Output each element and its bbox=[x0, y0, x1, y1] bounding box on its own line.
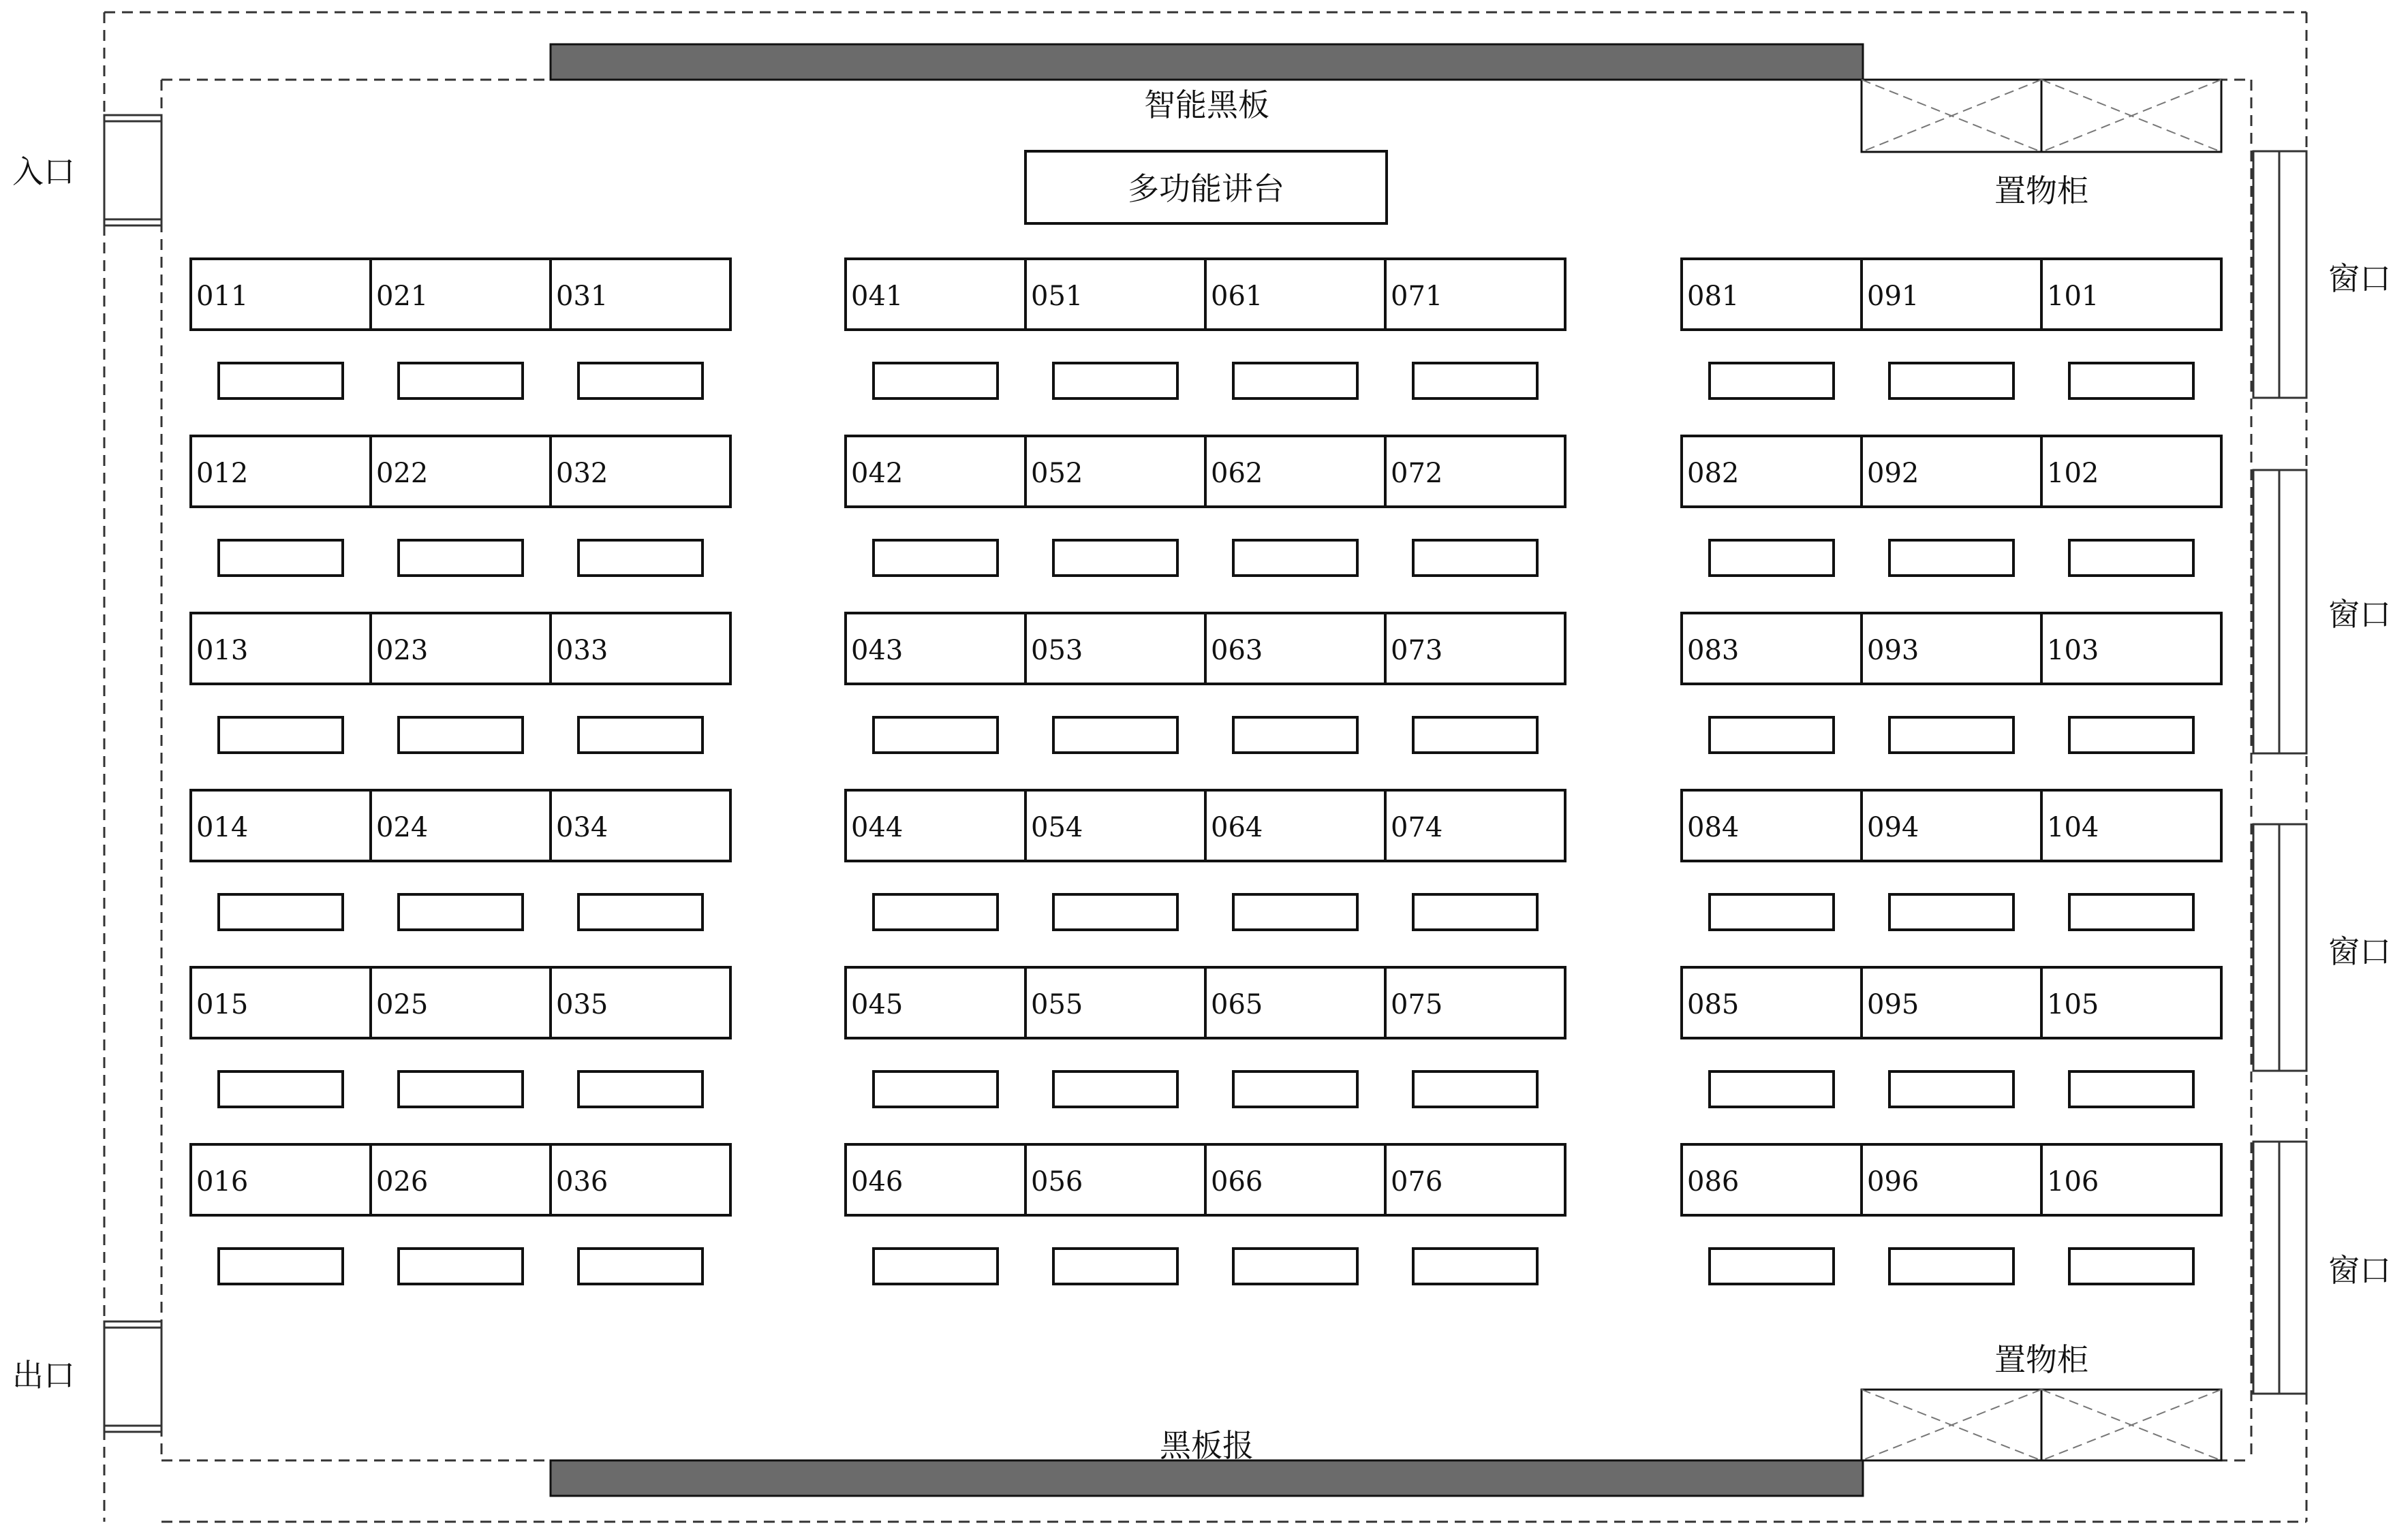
cabinet-bottom bbox=[1862, 1390, 2221, 1460]
seat-number-052: 052 bbox=[1031, 458, 1083, 489]
entrance-label: 入口 bbox=[12, 153, 75, 190]
chair-096 bbox=[1889, 1249, 2013, 1284]
window-label-2: 窗口 bbox=[2328, 596, 2391, 633]
seat-number-073: 073 bbox=[1391, 635, 1443, 666]
desk-group-middle bbox=[846, 259, 1565, 1284]
seat-number-032: 032 bbox=[556, 458, 608, 489]
seat-number-083: 083 bbox=[1687, 635, 1740, 666]
chair-033 bbox=[578, 717, 703, 753]
chair-075 bbox=[1413, 1071, 1537, 1107]
seat-number-025: 025 bbox=[376, 989, 429, 1020]
seat-number-066: 066 bbox=[1211, 1166, 1263, 1198]
seat-number-094: 094 bbox=[1867, 812, 1919, 843]
chair-081 bbox=[1710, 363, 1834, 398]
seat-number-081: 081 bbox=[1687, 281, 1740, 312]
chair-056 bbox=[1053, 1249, 1177, 1284]
chair-061 bbox=[1233, 363, 1357, 398]
seat-number-064: 064 bbox=[1211, 812, 1263, 843]
chair-092 bbox=[1889, 540, 2013, 576]
podium-label: 多功能讲台 bbox=[1128, 170, 1284, 207]
seat-number-061: 061 bbox=[1211, 281, 1263, 312]
seat-number-096: 096 bbox=[1867, 1166, 1919, 1198]
chair-082 bbox=[1710, 540, 1834, 576]
chair-074 bbox=[1413, 894, 1537, 930]
door-entrance bbox=[104, 115, 161, 225]
seat-number-071: 071 bbox=[1391, 281, 1443, 312]
seat-number-095: 095 bbox=[1867, 989, 1919, 1020]
chair-015 bbox=[219, 1071, 343, 1107]
chair-034 bbox=[578, 894, 703, 930]
chair-055 bbox=[1053, 1071, 1177, 1107]
chair-101 bbox=[2069, 363, 2193, 398]
chair-103 bbox=[2069, 717, 2193, 753]
chair-071 bbox=[1413, 363, 1537, 398]
seat-number-102: 102 bbox=[2047, 458, 2099, 489]
chair-025 bbox=[399, 1071, 523, 1107]
chair-012 bbox=[219, 540, 343, 576]
seat-number-044: 044 bbox=[851, 812, 904, 843]
bulletin-board bbox=[551, 1460, 1863, 1496]
chair-085 bbox=[1710, 1071, 1834, 1107]
chair-093 bbox=[1889, 717, 2013, 753]
seat-number-035: 035 bbox=[556, 989, 608, 1020]
seat-number-105: 105 bbox=[2047, 989, 2099, 1020]
chair-064 bbox=[1233, 894, 1357, 930]
seat-number-013: 013 bbox=[196, 635, 249, 666]
cabinet-bottom-label: 置物柜 bbox=[1994, 1341, 2088, 1378]
chair-084 bbox=[1710, 894, 1834, 930]
chair-095 bbox=[1889, 1071, 2013, 1107]
seat-number-106: 106 bbox=[2047, 1166, 2099, 1198]
chair-104 bbox=[2069, 894, 2193, 930]
chair-052 bbox=[1053, 540, 1177, 576]
seat-number-033: 033 bbox=[556, 635, 608, 666]
chair-024 bbox=[399, 894, 523, 930]
chair-065 bbox=[1233, 1071, 1357, 1107]
smart-board-label: 智能黑板 bbox=[1144, 87, 1269, 123]
seat-number-092: 092 bbox=[1867, 458, 1919, 489]
seat-number-062: 062 bbox=[1211, 458, 1263, 489]
seat-number-021: 021 bbox=[376, 281, 429, 312]
chair-046 bbox=[874, 1249, 998, 1284]
seating-area bbox=[191, 259, 2221, 1284]
seat-number-093: 093 bbox=[1867, 635, 1919, 666]
chair-043 bbox=[874, 717, 998, 753]
seat-number-101: 101 bbox=[2047, 281, 2099, 312]
chair-072 bbox=[1413, 540, 1537, 576]
seat-number-046: 046 bbox=[851, 1166, 904, 1198]
chair-022 bbox=[399, 540, 523, 576]
chair-091 bbox=[1889, 363, 2013, 398]
chair-031 bbox=[578, 363, 703, 398]
door-exit bbox=[104, 1321, 161, 1432]
window-label-3: 窗口 bbox=[2328, 933, 2391, 970]
seat-number-086: 086 bbox=[1687, 1166, 1740, 1198]
seat-number-042: 042 bbox=[851, 458, 904, 489]
seat-number-084: 084 bbox=[1687, 812, 1740, 843]
chair-106 bbox=[2069, 1249, 2193, 1284]
chair-062 bbox=[1233, 540, 1357, 576]
seat-number-074: 074 bbox=[1391, 812, 1443, 843]
seat-number-055: 055 bbox=[1031, 989, 1083, 1020]
chair-011 bbox=[219, 363, 343, 398]
seat-number-104: 104 bbox=[2047, 812, 2099, 843]
window-label-4: 窗口 bbox=[2328, 1252, 2391, 1289]
seat-number-024: 024 bbox=[376, 812, 429, 843]
chair-083 bbox=[1710, 717, 1834, 753]
seat-number-023: 023 bbox=[376, 635, 429, 666]
bulletin-board-label: 黑板报 bbox=[1160, 1427, 1254, 1464]
seat-number-053: 053 bbox=[1031, 635, 1083, 666]
seat-number-022: 022 bbox=[376, 458, 429, 489]
seat-number-045: 045 bbox=[851, 989, 904, 1020]
seat-number-072: 072 bbox=[1391, 458, 1443, 489]
seat-number-015: 015 bbox=[196, 989, 249, 1020]
seat-number-082: 082 bbox=[1687, 458, 1740, 489]
seat-number-043: 043 bbox=[851, 635, 904, 666]
chair-086 bbox=[1710, 1249, 1834, 1284]
seat-number-051: 051 bbox=[1031, 281, 1083, 312]
seat-number-031: 031 bbox=[556, 281, 608, 312]
seat-number-065: 065 bbox=[1211, 989, 1263, 1020]
chair-014 bbox=[219, 894, 343, 930]
chair-023 bbox=[399, 717, 523, 753]
chair-105 bbox=[2069, 1071, 2193, 1107]
chair-045 bbox=[874, 1071, 998, 1107]
seat-number-041: 041 bbox=[851, 281, 904, 312]
seat-number-014: 014 bbox=[196, 812, 249, 843]
chair-041 bbox=[874, 363, 998, 398]
chair-026 bbox=[399, 1249, 523, 1284]
chair-013 bbox=[219, 717, 343, 753]
seat-number-076: 076 bbox=[1391, 1166, 1443, 1198]
seat-number-063: 063 bbox=[1211, 635, 1263, 666]
window-label-1: 窗口 bbox=[2328, 260, 2391, 297]
seat-number-036: 036 bbox=[556, 1166, 608, 1198]
chair-044 bbox=[874, 894, 998, 930]
desk-group-right bbox=[1682, 259, 2221, 1284]
seat-number-056: 056 bbox=[1031, 1166, 1083, 1198]
seat-number-103: 103 bbox=[2047, 635, 2099, 666]
exit-label: 出口 bbox=[12, 1357, 75, 1394]
cabinet-top-label: 置物柜 bbox=[1994, 172, 2088, 209]
chair-094 bbox=[1889, 894, 2013, 930]
chair-073 bbox=[1413, 717, 1537, 753]
chair-035 bbox=[578, 1071, 703, 1107]
seat-number-012: 012 bbox=[196, 458, 249, 489]
seat-number-054: 054 bbox=[1031, 812, 1083, 843]
desk-group-left bbox=[191, 259, 730, 1284]
cabinet-top bbox=[1862, 80, 2221, 152]
chair-066 bbox=[1233, 1249, 1357, 1284]
chair-021 bbox=[399, 363, 523, 398]
chair-042 bbox=[874, 540, 998, 576]
chair-054 bbox=[1053, 894, 1177, 930]
seat-number-011: 011 bbox=[196, 281, 249, 312]
seat-number-026: 026 bbox=[376, 1166, 429, 1198]
seat-number-091: 091 bbox=[1867, 281, 1919, 312]
seat-number-016: 016 bbox=[196, 1166, 249, 1198]
chair-102 bbox=[2069, 540, 2193, 576]
seat-number-085: 085 bbox=[1687, 989, 1740, 1020]
chair-076 bbox=[1413, 1249, 1537, 1284]
seat-number-034: 034 bbox=[556, 812, 608, 843]
chair-032 bbox=[578, 540, 703, 576]
outer-dashed-frame bbox=[104, 12, 2306, 1522]
chair-036 bbox=[578, 1249, 703, 1284]
chair-063 bbox=[1233, 717, 1357, 753]
chair-051 bbox=[1053, 363, 1177, 398]
smart-board bbox=[551, 44, 1863, 80]
window-frames bbox=[2253, 151, 2306, 1394]
chair-016 bbox=[219, 1249, 343, 1284]
chair-053 bbox=[1053, 717, 1177, 753]
seat-number-075: 075 bbox=[1391, 989, 1443, 1020]
